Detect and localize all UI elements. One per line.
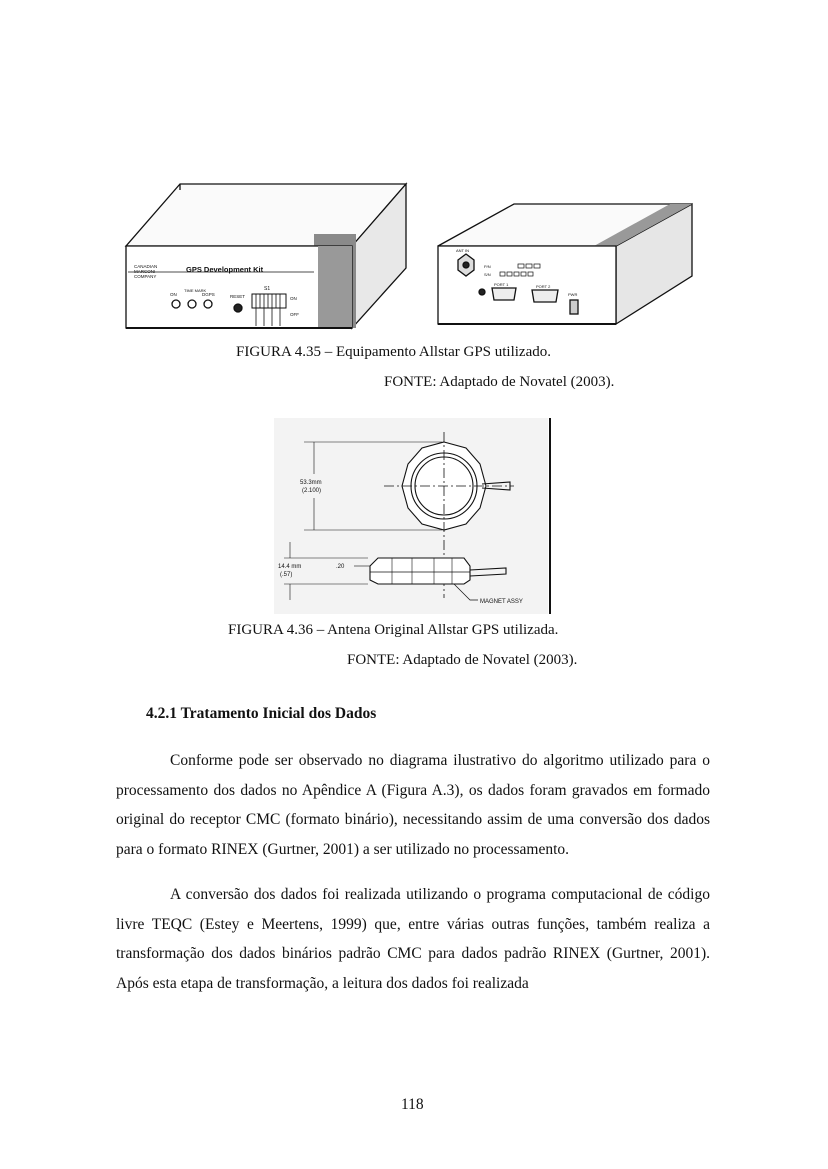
front-led-label-on: ON — [170, 292, 177, 297]
page-number: 118 — [401, 1096, 424, 1113]
company-line-2: MARCONI — [134, 269, 156, 274]
dim-diameter: 53.3mm — [300, 480, 322, 486]
gps-kit-rear-view — [438, 204, 692, 324]
gps-kit-front-view — [126, 184, 406, 328]
company-line-1: CANADIAN — [134, 264, 158, 269]
front-led-label-timemark: TIME MARK — [184, 288, 207, 293]
body-text — [116, 746, 710, 998]
paragraph-1: Conforme pode ser observado no diagrama ilustrativo do algoritmo utilizado para o processamento dos dados no Apêndice A (Figura A.3), os dados foram gravados em formado original do receptor CMC (formato binário), necessitando assim de uma conversão dos dados para o formato RINEX (Gurtner, 2001) a ser utilizado no processamento. — [116, 752, 710, 858]
figure-antenna-drawing — [274, 418, 554, 614]
dim-diameter-inches: (2.100) — [302, 488, 322, 494]
figure-gps-equipment — [118, 176, 698, 336]
paragraph-2: A conversão dos dados foi realizada utilizando o programa computacional de código livre TEQC (Estey e Meertens, 1999) que, entre várias outras funções, também realiza a transformação dos dados binários padrão CMC para dados padrão RINEX (Gurtner, 2001). Após esta etapa de transformação, a leitura dos dados foi realizada — [116, 886, 710, 992]
front-led-label-dgps: DGPS — [202, 292, 215, 297]
switch-block-label: S1 — [264, 286, 271, 292]
figure-4-36-source: FONTE: Adaptado de Novatel (2003). — [347, 652, 578, 668]
rear-label-pwr: PWR — [568, 292, 578, 297]
dim-height: 14.4 mm — [278, 564, 302, 570]
rear-label-port1: PORT 1 — [494, 282, 509, 287]
rear-label-port2: PORT 2 — [536, 284, 551, 289]
dim-small: .20 — [336, 564, 345, 570]
figure-4-35-source: FONTE: Adaptado de Novatel (2003). — [384, 374, 615, 390]
reset-label: RESET — [230, 294, 246, 299]
magnet-label: MAGNET ASSY — [480, 599, 523, 605]
device-front-label: GPS Development Kit — [186, 265, 264, 274]
rear-label-ant-in: ANT IN — [456, 248, 470, 253]
switch-off-label: OFF — [290, 312, 299, 317]
rear-label-pn: P/N — [484, 264, 491, 269]
figure-4-35-caption: FIGURA 4.35 – Equipamento Allstar GPS utilizado. — [236, 344, 551, 360]
section-heading: 4.2.1 Tratamento Inicial dos Dados — [146, 705, 377, 722]
switch-on-label: ON — [290, 296, 297, 301]
company-line-3: COMPANY — [134, 274, 157, 279]
rear-label-sn: S/N — [484, 272, 491, 277]
figure-4-36-caption: FIGURA 4.36 – Antena Original Allstar GPS utilizada. — [228, 622, 559, 638]
dim-height-inches: (.57) — [280, 572, 293, 578]
